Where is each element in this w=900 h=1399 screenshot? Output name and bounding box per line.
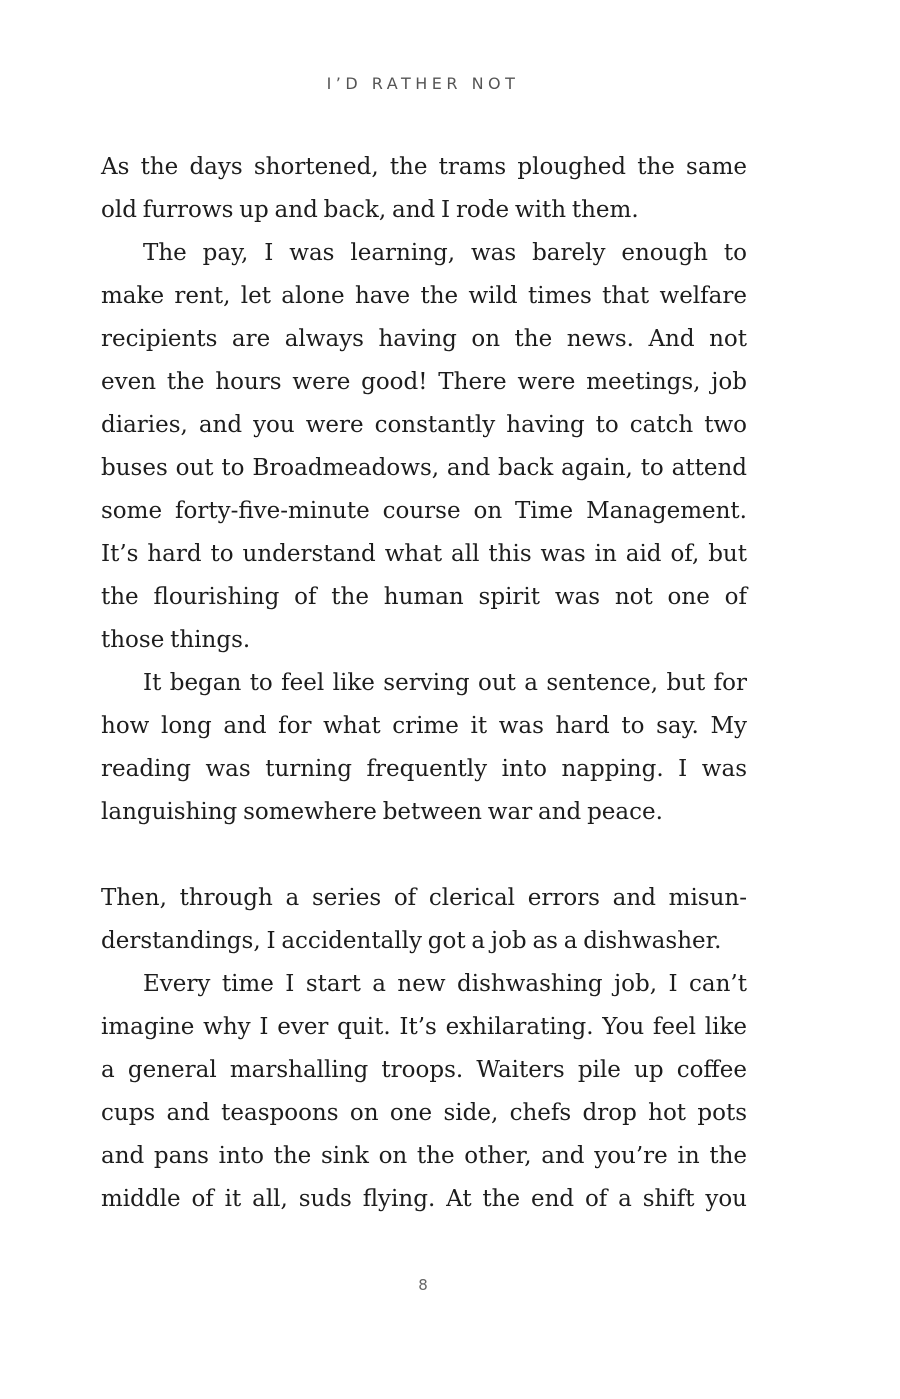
text-line: reading was turning frequently into napping. I was (101, 756, 747, 782)
text-line: and pans into the sink on the other, and you’re in the (101, 1143, 747, 1169)
text-line: derstandings, I accidentally got a job as a dishwasher. (101, 928, 722, 954)
text-line: the flourishing of the human spirit was not one of (101, 584, 747, 610)
text-line: As the days shortened, the trams ploughed the same (101, 154, 747, 180)
text-line: imagine why I ever quit. It’s exhilarating. You feel like (101, 1014, 747, 1040)
text-line: cups and teaspoons on one side, chefs drop hot pots (101, 1100, 747, 1126)
text-line: even the hours were good! There were meetings, job (101, 369, 747, 395)
text-line: The pay, I was learning, was barely enough to (143, 240, 747, 266)
text-line: some forty-five-minute course on Time Management. (101, 498, 747, 524)
page-number: 8 (418, 1276, 428, 1294)
text-line: those things. (101, 627, 251, 653)
text-line: a general marshalling troops. Waiters pile up coffee (101, 1057, 747, 1083)
text-line: old furrows up and back, and I rode with them. (101, 197, 639, 223)
text-line: Every time I start a new dishwashing job, I can’t (143, 971, 747, 997)
body-text (101, 146, 747, 1221)
text-line: diaries, and you were constantly having to catch two (101, 412, 747, 438)
running-head: I’D RATHER NOT (326, 74, 520, 93)
text-line: It began to feel like serving out a sentence, but for (143, 670, 747, 696)
text-line: languishing somewhere between war and peace. (101, 799, 663, 825)
section-break (101, 834, 747, 877)
text-line: buses out to Broadmeadows, and back again, to attend (101, 455, 747, 481)
text-line: middle of it all, suds flying. At the end of a shift you (101, 1186, 747, 1212)
text-line: recipients are always having on the news. And not (101, 326, 747, 352)
text-line: Then, through a series of clerical errors and misun- (101, 885, 747, 911)
text-line: It’s hard to understand what all this was in aid of, but (101, 541, 747, 567)
text-line: make rent, let alone have the wild times that welfare (101, 283, 747, 309)
text-line: how long and for what crime it was hard to say. My (101, 713, 747, 739)
